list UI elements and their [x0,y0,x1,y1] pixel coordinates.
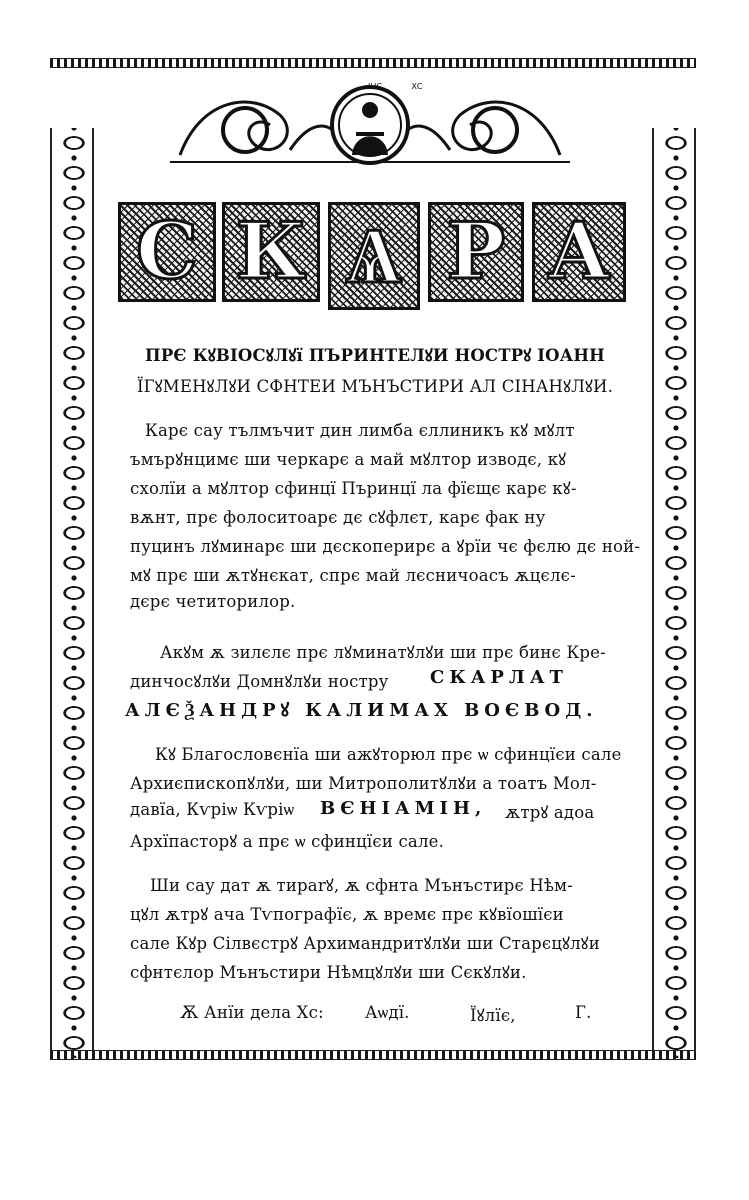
paragraph-4-line: сале Кꙋр Сілвєстрꙋ Архимандритꙋлꙋи ши Старєцꙋлꙋи [130,934,600,953]
paragraph-2-line: Акꙋм ѫ зилєлє прє лꙋминатꙋлꙋи ши прє бинє Кре- [160,643,606,662]
title-letter: А [547,206,611,297]
title-letter: Р [446,206,506,297]
title-letter: К [235,206,307,297]
paragraph-2-line: динчосꙋлꙋи Домнꙋлꙋи ностру [130,672,389,691]
ruler-name-part-2: АЛЄѮАНДРꙋ КАЛИМАХ ВОЄВОД. [125,700,598,721]
paragraph-1-line: ъмърꙋнцимє ши черкарє а май мꙋлтор изводє, кꙋ [130,450,567,469]
paragraph-4-line: сфнтєлор Мънъстири Нѣмцꙋлꙋи ши Сєкꙋлꙋи. [130,963,527,982]
title-block-2 [222,202,320,302]
headpiece-ornament [170,80,570,170]
title-block-1 [118,202,216,302]
border-right [652,128,696,1058]
medallion-label-right: ХС [411,82,423,91]
paragraph-1-line: схолїи а мꙋлтор сфинцї Пъринцї ла фїєщє карє кꙋ- [130,479,577,498]
paragraph-1-line: дєрє четиторилор. [130,592,296,611]
paragraph-1-line: Карє сау тълмъчит дин лимба єллиникъ кꙋ мꙋлт [145,421,575,440]
imprint-year: Аѡдї. [365,1003,410,1022]
border-left [50,128,94,1058]
paragraph-3-line: Архїпасторꙋ а прє ѡ сфинцїєи сале. [130,832,445,851]
title-letter: С [135,206,199,297]
paragraph-1-line: мꙋ прє ши ѫтꙋнєкат, спрє май лєсничоасъ ѫцєлє- [130,566,576,585]
imprint-month: Їꙋлїє, [470,1006,516,1025]
heading-line-2: ЇГꙋМЕНꙋЛꙋИ СФНТЕИ МЪНЪСТИРИ АЛ СІНАНꙋЛꙋИ. [136,377,614,396]
title-letter: Ѧ [345,210,403,301]
border-top [50,58,696,68]
imprint-year-prefix: Ѫ Анїи дела Хс: [180,1003,324,1022]
border-bottom [50,1050,696,1060]
imprint-day: Г. [575,1003,592,1022]
medallion-label-left: ІНС [368,82,382,91]
paragraph-3-line: давїа, Кѵріѡ Кѵріѡ [130,800,295,819]
paragraph-4-line: цꙋл ѫтрꙋ ача Тѵпографїє, ѫ времє прє кꙋвїошїєи [130,905,564,924]
title-block-4 [428,202,524,302]
title-block-3 [328,202,420,310]
paragraph-1-line: вѫнт, прє фолоситоарє дє сꙋфлєт, карє фак ну [130,508,546,527]
scroll-ornament-icon [170,80,570,170]
bishop-suffix: ѫтрꙋ адоа [505,803,595,822]
paragraph-3-line: Кꙋ Благословєнїа ши ажꙋторюл прє ѡ сфинцїєи сале [155,745,622,764]
title-block-5 [532,202,626,302]
decorative-title [118,202,628,310]
paragraph-3-line: Архиєпископꙋлꙋи, ши Митрополитꙋлꙋи а тоатъ Мол- [130,774,597,793]
paragraph-1-line: пуцинъ лꙋминарє ши дєскоперирє а ꙋрїи чє фєлю дє ной- [130,537,640,556]
ruler-name-part-1: СКАРЛАТ [430,667,568,688]
heading-line-1: ПРЄ КꙋВІОСꙋЛꙋї ПЪРИНТЕЛꙋИ НОСТРꙋ ІОАНН [145,346,605,365]
paragraph-4-line: Ши сау дат ѫ тиparꙋ, ѫ сфнта Мънъстирє Нѣм- [150,876,573,895]
bishop-name: ВЄНІАМІН, [320,798,487,819]
